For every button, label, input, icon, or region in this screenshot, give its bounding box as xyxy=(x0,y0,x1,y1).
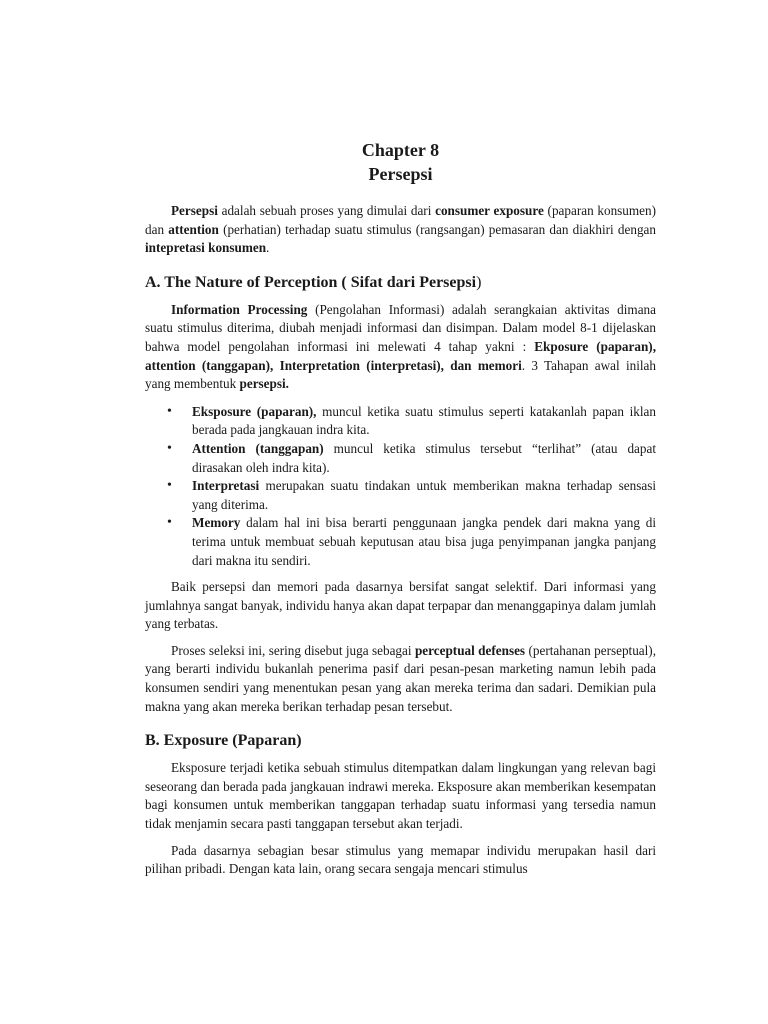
bullet-text: muncul ketika suatu stimulus seperti katakanlah papan iklan berada pada jangkauan indra kita. xyxy=(192,403,656,438)
bullet-text: muncul ketika stimulus tersebut “terlihat” (atau dapat dirasakan oleh indra kita). xyxy=(192,440,656,475)
bullet-term: Eksposure (paparan), xyxy=(192,403,317,419)
term-stages: Ekposure (paparan), attention (tanggapan), Interpretation (interpretasi), dan memori xyxy=(145,338,656,373)
chapter-title: Persepsi xyxy=(368,164,433,184)
intro-text: (paparan konsumen) dan xyxy=(145,203,656,237)
bullet-term: Attention (tanggapan) xyxy=(192,440,324,456)
list-item xyxy=(167,403,656,440)
section-b-heading: B. Exposure (Paparan) xyxy=(145,732,302,750)
section-a-heading-main: A. The Nature of Perception ( xyxy=(145,273,351,291)
intro-paragraph xyxy=(145,202,656,258)
bullet-icon: • xyxy=(167,515,172,531)
section-a-paragraph-1 xyxy=(145,301,656,394)
term-information-processing: Information Processing xyxy=(171,301,308,317)
intro-term-persepsi: Persepsi xyxy=(171,203,218,218)
list-item xyxy=(167,440,656,477)
intro-text: (perhatian) terhadap suatu stimulus (rangsangan) pemasaran dan diakhiri dengan xyxy=(218,221,657,237)
intro-term-interpretasi: intepretasi konsumen xyxy=(145,240,267,256)
section-a-paragraph-3 xyxy=(145,642,656,716)
term-perceptual-defenses: perceptual defenses xyxy=(414,642,526,658)
paragraph-text: Proses seleksi ini, sering disebut juga sebagai xyxy=(171,642,415,658)
bullet-term: Memory xyxy=(192,515,241,531)
chapter-heading: Chapter 8 xyxy=(361,140,440,160)
section-b-paragraph-1: Eksposure terjadi ketika sebuah stimulus ditempatkan dalam lingkungan yang relevan bagi seseorang dan berada pada jangkauan indrawi mereka. Eksposure akan memberikan kesempatan bagi konsumen untuk memberikan tanggapan terhadap suatu informasi yang tersedia namun tidak menjamin secara pasti tanggapan tersebut akan terjadi. xyxy=(145,760,656,832)
list-item xyxy=(167,477,656,514)
intro-term-consumer-exposure: consumer exposure xyxy=(435,203,544,218)
intro-text: adalah sebuah proses yang dimulai dari xyxy=(217,203,436,218)
paragraph-text: (pertahanan perseptual), yang berarti individu bukanlah penerima pasif dari pesan-pesan marketing namun lebih pada konsumen sendiri yang menentukan pesan yang akan mereka terima dan sadari. Demikian pula makna yang akan mereka berikan terhadap pesan tersebut. xyxy=(145,642,657,714)
bullet-term: Interpretasi xyxy=(192,478,260,494)
paragraph-text: (Pengolahan Informasi) adalah serangkaian aktivitas dimana suatu stimulus diterima, diubah menjadi informasi dan disimpan. Dalam model 8-1 dijelaskan bahwa model pengolahan informasi ini melewati 4 tahap yakni : xyxy=(145,301,656,354)
list-item xyxy=(167,514,656,570)
bullet-text: merupakan suatu tindakan untuk memberikan makna terhadap sensasi yang diterima. xyxy=(192,478,656,512)
bullet-icon: • xyxy=(167,403,172,419)
intro-text: . xyxy=(266,240,270,256)
term-persepsi: persepsi. xyxy=(239,376,289,392)
stages-bullet-list xyxy=(145,403,656,570)
paragraph-text: . 3 Tahapan awal inilah yang membentuk xyxy=(145,357,656,392)
intro-term-attention: attention xyxy=(168,221,219,237)
section-b-paragraph-2: Pada dasarnya sebagian besar stimulus yang memapar individu merupakan hasil dari pilihan pribadi. Dengan kata lain, orang secara sengaja mencari stimulus xyxy=(145,842,656,877)
bullet-icon: • xyxy=(167,478,172,494)
section-a-paragraph-2: Baik persepsi dan memori pada dasarnya bersifat sangat selektif. Dari informasi yang jumlahnya sangat banyak, individu hanya akan dapat terpapar dan menanggapinya dalam jumlah yang terbatas. xyxy=(145,579,656,632)
section-a-heading-close: ) xyxy=(476,273,482,291)
section-a-heading xyxy=(145,272,656,294)
bullet-icon: • xyxy=(167,440,172,456)
bullet-text: dalam hal ini bisa berarti penggunaan jangka pendek dari makna yang di terima untuk membuat sebuah keputusan atau bisa juga penyimpanan jangka panjang dari makna itu sendiri. xyxy=(192,515,656,568)
section-a-heading-paren: Sifat dari Persepsi xyxy=(350,273,477,291)
